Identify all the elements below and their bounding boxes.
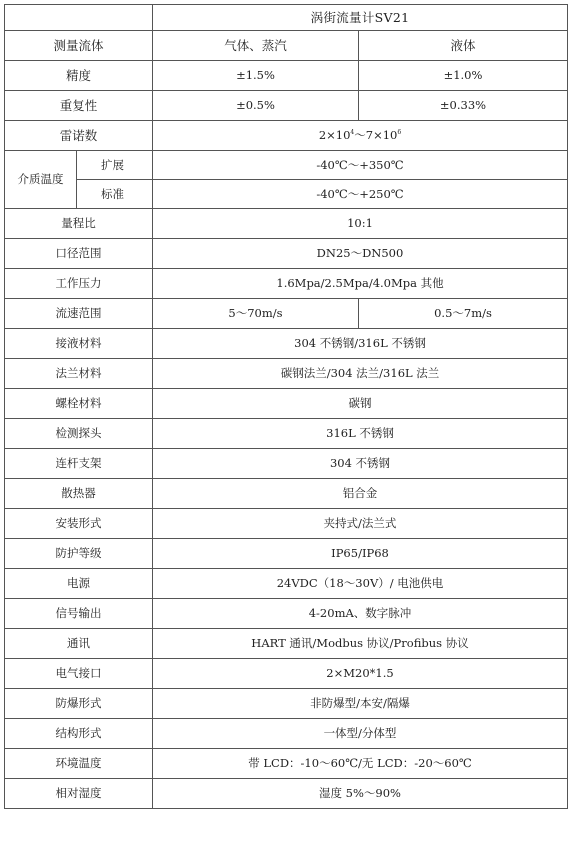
wetted-material-value: 304 不锈钢/316L 不锈钢 xyxy=(153,329,568,359)
row-label-medium: 测量流体 xyxy=(5,31,153,61)
row-label-repeatability: 重复性 xyxy=(5,91,153,121)
reynolds-value xyxy=(153,121,568,151)
row-label-electrical: 电气接口 xyxy=(5,659,153,689)
row-label-standard: 标准 xyxy=(101,186,124,201)
table-row-communication xyxy=(5,629,568,659)
table-row-wetted-material xyxy=(5,329,568,359)
table-row-medium xyxy=(5,31,568,61)
row-label-structure: 结构形式 xyxy=(5,719,153,749)
table-row-signal xyxy=(5,599,568,629)
velocity-gas: 5～70m/s xyxy=(153,299,359,329)
communication-value: HART 通讯/Modbus 协议/Profibus 协议 xyxy=(153,629,568,659)
row-label-protection: 防护等级 xyxy=(5,539,153,569)
power-value: 24VDC（18～30V）/ 电池供电 xyxy=(153,569,568,599)
humidity-value: 湿度 5%～90% xyxy=(153,779,568,809)
accuracy-gas: ±1.5% xyxy=(153,61,359,91)
table-row-humidity xyxy=(5,779,568,809)
row-label-diameter: 口径范围 xyxy=(5,239,153,269)
table-row-pressure xyxy=(5,269,568,299)
explosion-value: 非防爆型/本安/隔爆 xyxy=(153,689,568,719)
row-label-ambient-temp: 环境温度 xyxy=(5,749,153,779)
table-row-ambient-temp xyxy=(5,749,568,779)
table-row-probe xyxy=(5,419,568,449)
medium-temp-subtable xyxy=(5,151,152,208)
table-row-heat-sink xyxy=(5,479,568,509)
heat-sink-value: 铝合金 xyxy=(153,479,568,509)
row-label-rod-bracket: 连杆支架 xyxy=(5,449,153,479)
row-label-turndown: 量程比 xyxy=(5,209,153,239)
column-header-gas: 气体、蒸汽 xyxy=(153,31,359,61)
signal-value: 4-20mA、数字脉冲 xyxy=(153,599,568,629)
reynolds-base-1: 2×10 xyxy=(318,128,351,143)
row-label-reynolds: 雷诺数 xyxy=(5,121,153,151)
corner-cell xyxy=(5,5,153,31)
turndown-value: 10:1 xyxy=(153,209,568,239)
row-label-probe: 检测探头 xyxy=(5,419,153,449)
table-row-velocity xyxy=(5,299,568,329)
table-row-accuracy xyxy=(5,61,568,91)
row-label-medium-temp: 介质温度 xyxy=(5,151,77,208)
row-label-bolt-material: 螺栓材料 xyxy=(5,389,153,419)
row-label-wetted-material: 接液材料 xyxy=(5,329,153,359)
row-label-heat-sink: 散热器 xyxy=(5,479,153,509)
spec-table xyxy=(4,4,568,809)
flange-material-value: 碳钢法兰/304 法兰/316L 法兰 xyxy=(153,359,568,389)
electrical-value: 2×M20*1.5 xyxy=(153,659,568,689)
column-header-liquid: 液体 xyxy=(359,31,568,61)
reynolds-exp-2: 6 xyxy=(397,129,402,137)
row-label-installation: 安装形式 xyxy=(5,509,153,539)
row-label-power: 电源 xyxy=(5,569,153,599)
row-label-extended: 扩展 xyxy=(77,151,153,180)
repeatability-liquid: ±0.33% xyxy=(359,91,568,121)
medium-temp-extended-value: -40℃～+350℃ xyxy=(153,151,568,180)
spec-sheet xyxy=(4,4,567,809)
row-label-velocity: 流速范围 xyxy=(5,299,153,329)
table-row-protection xyxy=(5,539,568,569)
row-label-humidity: 相对湿度 xyxy=(5,779,153,809)
pressure-value: 1.6Mpa/2.5Mpa/4.0Mpa 其他 xyxy=(153,269,568,299)
table-row-power xyxy=(5,569,568,599)
row-label-flange-material: 法兰材料 xyxy=(5,359,153,389)
table-title: 涡街流量计SV21 xyxy=(153,5,568,31)
row-label-signal: 信号输出 xyxy=(5,599,153,629)
table-row-medium-temp-extended xyxy=(5,151,568,180)
reynolds-exp-1: 4 xyxy=(350,129,355,137)
accuracy-liquid: ±1.0% xyxy=(359,61,568,91)
table-row-rod-bracket xyxy=(5,449,568,479)
table-row-diameter xyxy=(5,239,568,269)
bolt-material-value: 碳钢 xyxy=(153,389,568,419)
table-row-explosion xyxy=(5,689,568,719)
reynolds-base-2: 7×10 xyxy=(365,128,398,143)
table-row-installation xyxy=(5,509,568,539)
table-row-reynolds xyxy=(5,121,568,151)
row-label-explosion: 防爆形式 xyxy=(5,689,153,719)
structure-value: 一体型/分体型 xyxy=(153,719,568,749)
installation-value: 夹持式/法兰式 xyxy=(153,509,568,539)
table-row-flange-material xyxy=(5,359,568,389)
protection-value: IP65/IP68 xyxy=(153,539,568,569)
table-row-turndown xyxy=(5,209,568,239)
probe-value: 316L 不锈钢 xyxy=(153,419,568,449)
medium-temp-group xyxy=(5,151,153,209)
table-row-repeatability xyxy=(5,91,568,121)
table-row-structure xyxy=(5,719,568,749)
row-label-pressure: 工作压力 xyxy=(5,269,153,299)
medium-temp-standard-value: -40℃～+250℃ xyxy=(153,180,568,209)
ambient-temp-value: 带 LCD：-10～60℃/无 LCD：-20～60℃ xyxy=(153,749,568,779)
table-row-bolt-material xyxy=(5,389,568,419)
diameter-value: DN25～DN500 xyxy=(153,239,568,269)
table-row-electrical xyxy=(5,659,568,689)
row-label-accuracy: 精度 xyxy=(5,61,153,91)
reynolds-separator: ～ xyxy=(354,128,366,143)
row-label-communication: 通讯 xyxy=(5,629,153,659)
table-row-title xyxy=(5,5,568,31)
velocity-liquid: 0.5～7m/s xyxy=(359,299,568,329)
repeatability-gas: ±0.5% xyxy=(153,91,359,121)
rod-bracket-value: 304 不锈钢 xyxy=(153,449,568,479)
